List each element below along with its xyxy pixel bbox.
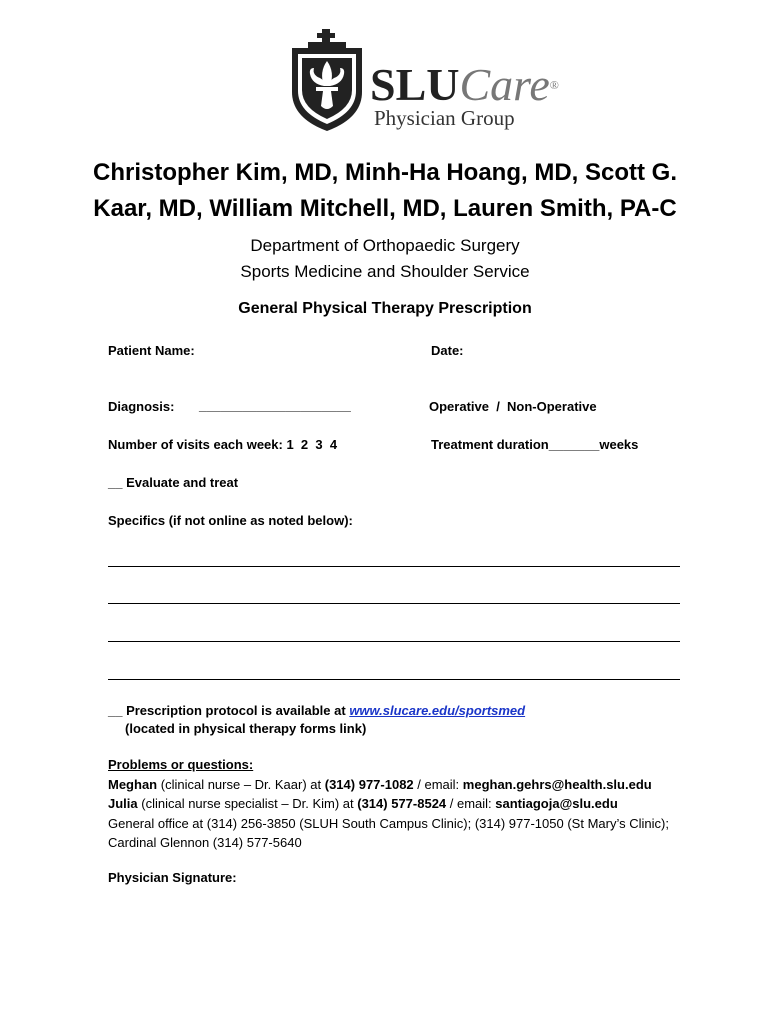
- treatment-duration[interactable]: Treatment duration_______weeks: [431, 437, 639, 452]
- specifics-line-2[interactable]: [108, 603, 680, 604]
- sportsmed-link[interactable]: www.slucare.edu/sportsmed: [349, 703, 526, 718]
- contacts-section: [108, 755, 708, 853]
- logo-brand-light: Care: [459, 59, 550, 110]
- general-office-line-2: Cardinal Glennon (314) 577-5640: [108, 835, 302, 850]
- physician-names-line-1: Christopher Kim, MD, Minh-Ha Hoang, MD, Scott G.: [93, 159, 677, 186]
- diagnosis-blank[interactable]: _____________________: [199, 398, 351, 413]
- meghan-email-sep: / email:: [413, 776, 463, 792]
- physician-signature-label: Physician Signature:: [108, 870, 237, 885]
- specifics-line-3[interactable]: [108, 641, 680, 642]
- date-label: Date:: [431, 343, 464, 358]
- meghan-email[interactable]: meghan.gehrs@health.slu.edu: [462, 776, 652, 792]
- contact-meghan: [108, 775, 708, 795]
- department-line-1: Department of Orthopaedic Surgery: [250, 236, 520, 255]
- physician-names-line-2: Kaar, MD, William Mitchell, MD, Lauren Smith, PA-C: [93, 195, 677, 222]
- slucare-logo: [288, 28, 558, 138]
- specifics-label: Specifics (if not online as noted below):: [108, 513, 353, 528]
- patient-name-label: Patient Name:: [108, 343, 195, 358]
- julia-email[interactable]: santiagoja@slu.edu: [495, 796, 618, 811]
- protocol-note: (located in physical therapy forms link): [125, 721, 367, 736]
- logo-brand-bold: SLU: [370, 59, 460, 110]
- contact-julia: [108, 794, 708, 814]
- department-line-2: Sports Medicine and Shoulder Service: [240, 262, 530, 281]
- meghan-role: (clinical nurse – Dr. Kaar) at: [157, 776, 325, 792]
- fleur-de-lis-shield-icon: [288, 28, 366, 132]
- department: [60, 233, 710, 285]
- julia-name: Julia: [108, 796, 138, 811]
- general-office-line-1: General office at (314) 256-3850 (SLUH South Campus Clinic); (314) 977-1050 (St Mary’s Clinic);: [108, 815, 669, 831]
- operative-options[interactable]: Operative / Non-Operative: [429, 399, 597, 414]
- specifics-line-1[interactable]: [108, 566, 680, 567]
- form-title: General Physical Therapy Prescription: [238, 300, 532, 317]
- logo-tagline: Physician Group: [374, 106, 515, 130]
- protocol-option[interactable]: [108, 703, 525, 718]
- julia-role: (clinical nurse specialist – Dr. Kim) at: [137, 796, 358, 811]
- diagnosis-label: Diagnosis:: [108, 399, 175, 414]
- julia-email-sep: / email:: [446, 796, 496, 811]
- specifics-line-4[interactable]: [108, 679, 680, 680]
- contacts-heading: Problems or questions:: [108, 757, 254, 772]
- logo-wordmark: [370, 60, 559, 110]
- julia-phone: (314) 577-8524: [357, 796, 447, 811]
- protocol-prefix: __ Prescription protocol is available at: [108, 703, 350, 718]
- physician-names: [60, 155, 710, 227]
- evaluate-and-treat-option[interactable]: __ Evaluate and treat: [108, 475, 239, 490]
- meghan-name: Meghan: [108, 776, 158, 792]
- visits-per-week[interactable]: Number of visits each week: 1 2 3 4: [108, 437, 338, 452]
- registered-mark: ®: [549, 78, 559, 92]
- meghan-phone: (314) 977-1082: [324, 776, 414, 792]
